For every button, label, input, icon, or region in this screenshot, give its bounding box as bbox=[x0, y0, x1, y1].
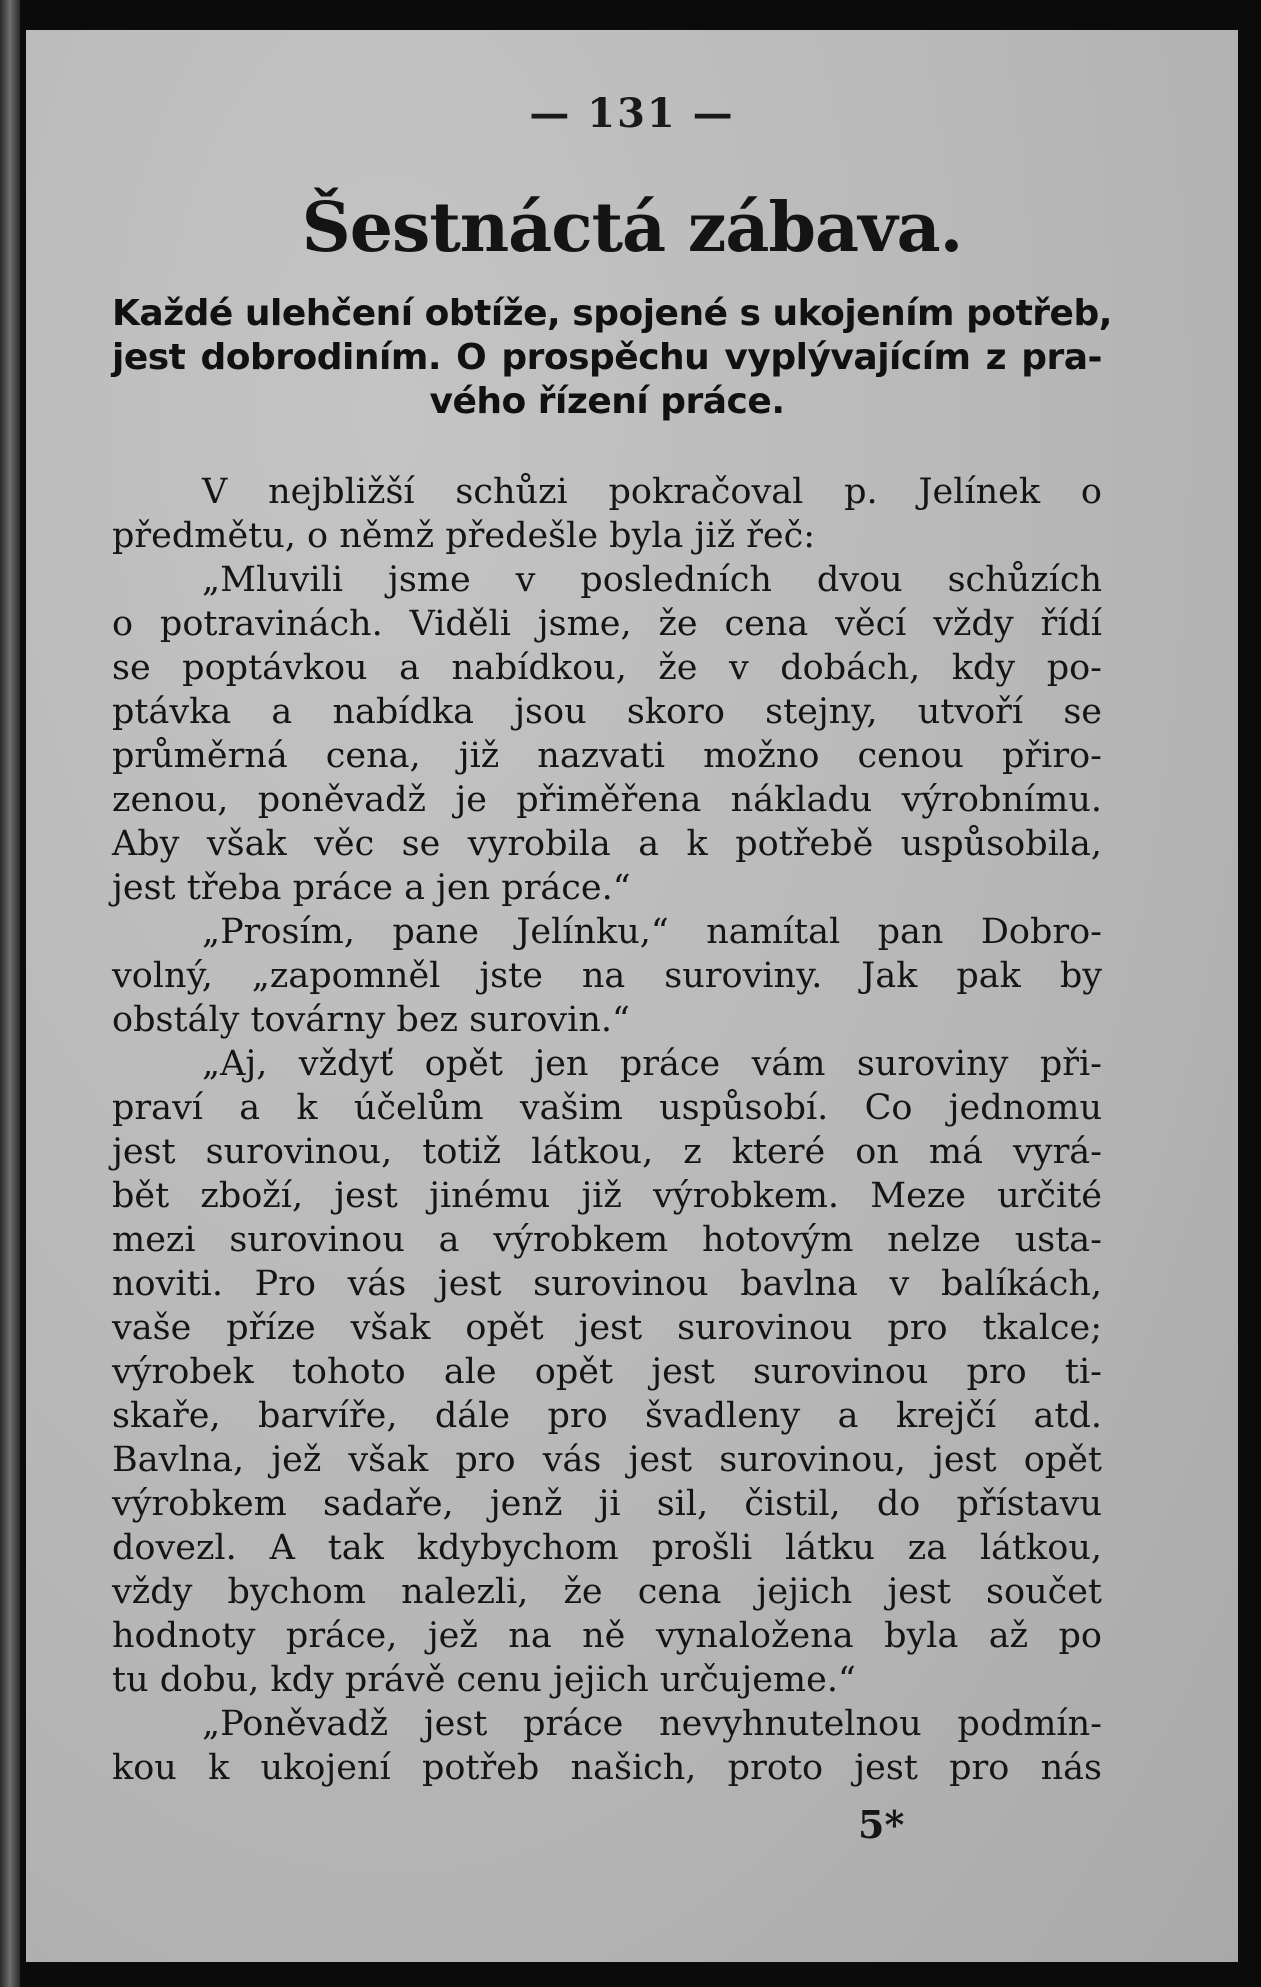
text-line: „Poněvadž jest práce nevyhnutelnou podmín- bbox=[202, 1704, 1102, 1744]
chapter-title: Šestnáctá zábava. bbox=[301, 188, 963, 268]
text-line: výrobek tohoto ale opět jest surovinou pro ti- bbox=[112, 1352, 1102, 1392]
text-line: jest třeba práce a jen práce.“ bbox=[112, 868, 631, 908]
text-line: obstály továrny bez surovin.“ bbox=[112, 1000, 630, 1040]
text-line: hodnoty práce, jež na ně vynaložena byla až po bbox=[112, 1616, 1102, 1656]
page-number: — 131 — bbox=[529, 90, 735, 137]
text-line: Bavlna, jež však pro vás jest surovinou, jest opět bbox=[112, 1440, 1102, 1480]
text-line: volný, „zapomněl jste na suroviny. Jak pak by bbox=[112, 956, 1102, 996]
body-text bbox=[112, 470, 1102, 1790]
text-line: mezi surovinou a výrobkem hotovým nelze usta- bbox=[112, 1220, 1102, 1260]
text-line: se poptávkou a nabídkou, že v dobách, kdy po- bbox=[112, 648, 1102, 688]
text-line: vždy bychom nalezli, že cena jejich jest součet bbox=[112, 1572, 1102, 1612]
text-line: výrobkem sadaře, jenž ji sil, čistil, do přístavu bbox=[112, 1484, 1102, 1524]
text-line: V nejbližší schůzi pokračoval p. Jelínek o bbox=[202, 472, 1102, 512]
text-line: „Prosím, pane Jelínku,“ namítal pan Dobro- bbox=[202, 912, 1102, 952]
text-line: Aby však věc se vyrobila a k potřebě uspůsobila, bbox=[112, 824, 1102, 864]
text-line: zenou, poněvadž je přiměřena nákladu výrobnímu. bbox=[112, 780, 1102, 820]
text-line: jest surovinou, totiž látkou, z které on má vyrá- bbox=[112, 1132, 1102, 1172]
text-line: kou k ukojení potřeb našich, proto jest pro nás bbox=[112, 1748, 1102, 1788]
text-line: „Mluvili jsme v posledních dvou schůzích bbox=[202, 560, 1102, 600]
text-line: skaře, barvíře, dále pro švadleny a krejčí atd. bbox=[112, 1396, 1102, 1436]
text-line: ptávka a nabídka jsou skoro stejny, utvoří se bbox=[112, 692, 1102, 732]
text-line: průměrná cena, již nazvati možno cenou přiro- bbox=[112, 736, 1102, 776]
text-line: bět zboží, jest jinému již výrobkem. Meze určité bbox=[112, 1176, 1102, 1216]
text-line: praví a k účelům vašim uspůsobí. Co jednomu bbox=[112, 1088, 1102, 1128]
text-line: „Aj, vždyť opět jen práce vám suroviny při- bbox=[202, 1044, 1102, 1084]
summary-line: vého řízení práce. bbox=[429, 381, 785, 422]
book-page bbox=[26, 30, 1238, 1962]
text-line: předmětu, o němž předešle byla již řeč: bbox=[112, 516, 815, 556]
text-line: tu dobu, kdy právě cenu jejich určujeme.“ bbox=[112, 1660, 856, 1700]
text-line: dovezl. A tak kdybychom prošli látku za látkou, bbox=[112, 1528, 1102, 1568]
summary-line: Každé ulehčení obtíže, spojené s ukojením potřeb, bbox=[112, 293, 1112, 334]
summary-line: jest dobrodiním. O prospěchu vyplývajícím z pra- bbox=[112, 337, 1102, 378]
book-edge bbox=[0, 0, 20, 1987]
text-line: noviti. Pro vás jest surovinou bavlna v balíkách, bbox=[112, 1264, 1102, 1304]
text-line: o potravinách. Viděli jsme, že cena věcí vždy řídí bbox=[112, 604, 1102, 644]
chapter-summary bbox=[112, 292, 1112, 424]
text-line: vaše příze však opět jest surovinou pro tkalce; bbox=[112, 1308, 1102, 1348]
signature-mark: 5* bbox=[858, 1802, 905, 1847]
